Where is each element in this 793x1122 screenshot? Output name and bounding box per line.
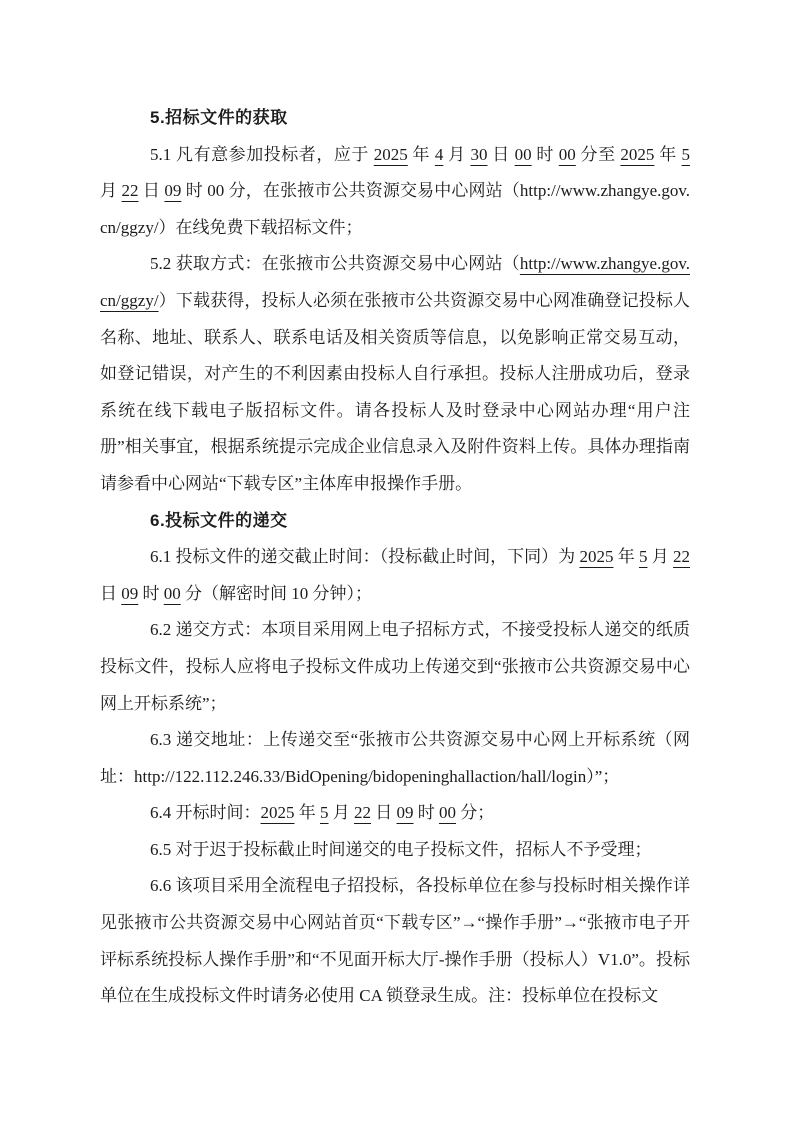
underlined-value: 5 [638, 547, 648, 567]
underlined-value: 00 [163, 583, 181, 603]
para-6-6 [100, 868, 690, 1014]
text-run: 日 [487, 144, 515, 164]
underlined-value: 09 [396, 803, 414, 823]
text-run: 时 00 分，在张掖市公共资源交易中心网站（http://www.zhangye.gov.cn/ggzy/）在线免费下载招标文件； [100, 181, 691, 237]
para-5-2 [100, 246, 690, 502]
text-run: 分至 [575, 144, 621, 164]
text-run: 6.6 该项目采用全流程电子招投标，各投标单位在参与投标时相关操作详见张掖市公共资源交易中心网站首页“下载专区”→“操作手册”→“张掖市电子开评标系统投标人操作手册”和“不见面开标大厅-操作手册（投标人）V1.0”。投标单位在生成投标文件时请务必使用 CA 锁登录生成。注：投标单位在投标文 [100, 876, 690, 1006]
underlined-value: 30 [470, 144, 488, 164]
text-run: 5.招标文件的获取 [150, 108, 288, 127]
underlined-value: 00 [558, 144, 576, 164]
underlined-value: 09 [121, 583, 139, 603]
text-run: 月 [100, 181, 122, 201]
underlined-value: 00 [514, 144, 532, 164]
text-run: 时 [531, 144, 559, 164]
text-run: ）下载获得，投标人必须在张掖市公共资源交易中心网准确登记投标人名称、地址、联系人、联系电话及相关资质等信息，以免影响正常交易互动，如登记错误，对产生的不利因素由投标人自行承担。投标人注册成功后，登录系统在线下载电子版招标文件。请各投标人及时登录中心网站办理“用户注册”相关事宜，根据系统提示完成企业信息录入及附件资料上传。具体办理指南请参看中心网站“下载专区”主体库申报操作手册。 [100, 290, 690, 493]
underlined-value: 2025 [620, 144, 655, 164]
para-6-1 [100, 539, 690, 612]
text-run: 5.1 凡有意参加投标者，应于 [150, 144, 374, 164]
section-6-heading [100, 503, 690, 540]
text-run: 6.投标文件的递交 [150, 510, 288, 530]
underlined-value: http://www.zhangye.gov.cn/ggzy/ [100, 254, 690, 310]
text-run: 年 [294, 803, 320, 823]
underlined-value: 4 [434, 144, 444, 164]
text-run: 年 [407, 144, 435, 164]
underlined-value: 00 [439, 803, 456, 823]
para-5-1 [100, 137, 690, 247]
underlined-value: 2025 [260, 803, 295, 823]
underlined-value: 22 [354, 803, 371, 823]
text-run: 日 [100, 583, 122, 603]
text-run: 分（解密时间 10 分钟）； [180, 583, 372, 603]
underlined-value: 2025 [579, 547, 614, 567]
text-run: 年 [613, 547, 639, 567]
text-run: 6.5 对于迟于投标截止时间递交的电子投标文件，招标人不予受理； [150, 839, 652, 859]
document-content [100, 100, 690, 1015]
text-run: 时 [138, 583, 164, 603]
text-run: 6.2 递交方式：本项目采用网上电子招标方式，不接受投标人递交的纸质投标文件，投标人应将电子投标文件成功上传递交到“张掖市公共资源交易中心网上开标系统”； [100, 620, 690, 713]
para-6-3 [100, 722, 690, 795]
underlined-value: 5 [320, 803, 329, 823]
text-run: 月 [647, 547, 674, 567]
section-5-heading [100, 100, 690, 137]
text-run: 6.1 投标文件的递交截止时间：（投标截止时间，下同）为 [150, 547, 580, 567]
text-run: 年 [654, 144, 682, 164]
underlined-value: 5 [681, 144, 691, 164]
text-run: 分； [456, 803, 495, 823]
text-run: 5.2 获取方式：在张掖市公共资源交易中心网站（ [150, 254, 520, 274]
text-run: 月 [443, 144, 471, 164]
text-run: 月 [328, 803, 354, 823]
para-6-5 [100, 832, 690, 869]
text-run: 6.3 递交地址：上传递交至“张掖市公共资源交易中心网上开标系统（网址：http://122.112.246.33/BidOpening/bidopeninghallaction/hall/login）”； [100, 730, 690, 786]
underlined-value: 2025 [373, 144, 408, 164]
text-run: 日 [371, 803, 397, 823]
para-6-2 [100, 612, 690, 722]
text-run: 日 [138, 181, 165, 201]
text-run: 6.4 开标时间： [150, 803, 261, 823]
underlined-value: 22 [121, 181, 139, 201]
underlined-value: 09 [164, 181, 182, 201]
text-run: 时 [413, 803, 439, 823]
underlined-value: 22 [673, 547, 691, 567]
para-6-4 [100, 795, 690, 832]
